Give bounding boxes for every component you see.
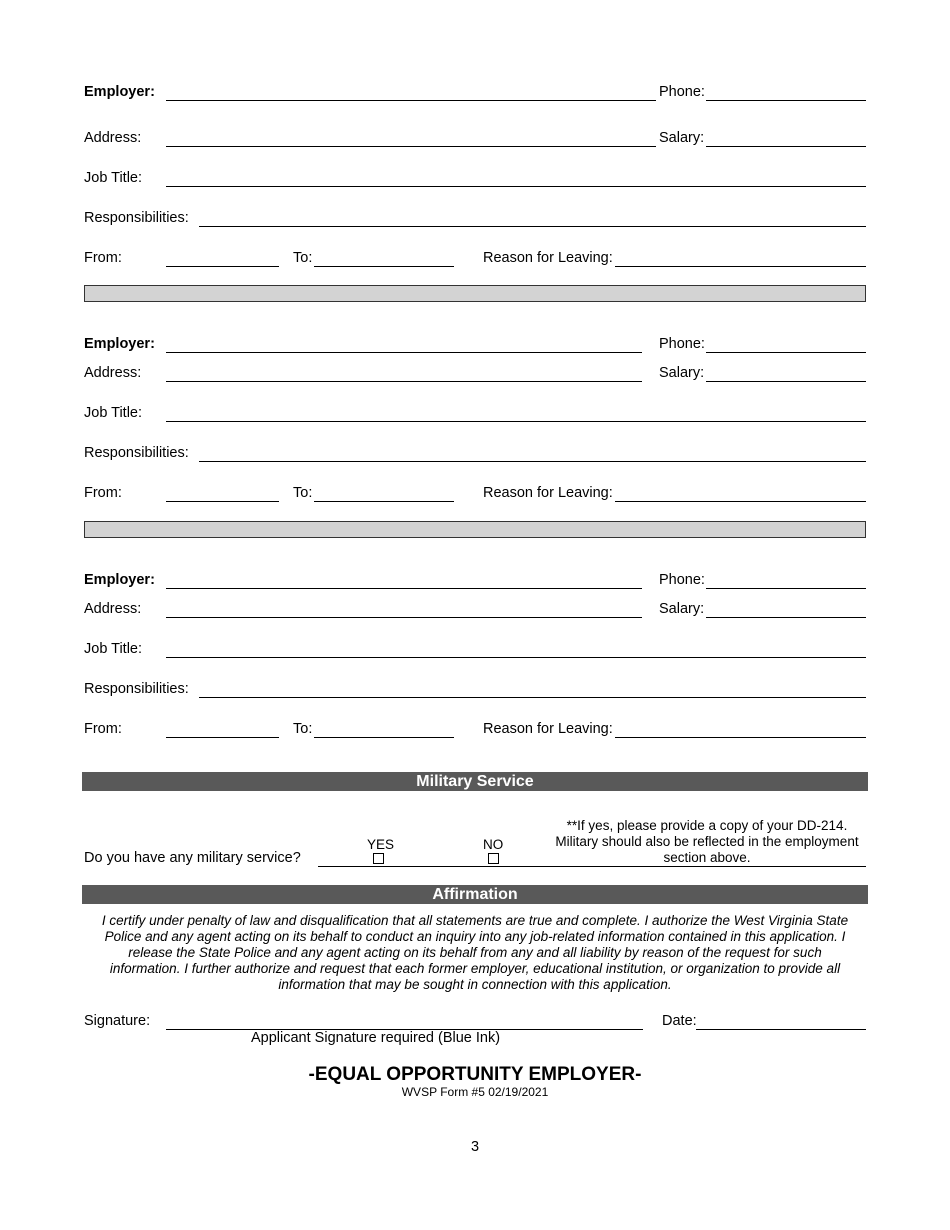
form-id: WVSP Form #5 02/19/2021: [401, 1085, 549, 1099]
reason-field[interactable]: [615, 266, 866, 267]
affirmation-line-5: information that may be sought in connection with this application.: [278, 977, 672, 992]
responsibilities-label: Responsibilities:: [84, 681, 189, 697]
phone-label: Phone:: [659, 336, 705, 352]
job-title-field[interactable]: [166, 421, 866, 422]
reason-field[interactable]: [615, 501, 866, 502]
salary-field[interactable]: [706, 617, 866, 618]
salary-label: Salary:: [659, 601, 705, 617]
phone-field[interactable]: [706, 588, 866, 589]
job-title-field[interactable]: [166, 186, 866, 187]
signature-caption: Applicant Signature required (Blue Ink): [251, 1030, 501, 1046]
salary-label: Salary:: [659, 365, 705, 381]
address-field[interactable]: [166, 381, 642, 382]
reason-label: Reason for Leaving:: [483, 721, 613, 737]
to-field[interactable]: [314, 501, 454, 502]
employer-label: Employer:: [84, 84, 155, 100]
military-note-line-2: Military should also be reflected in the employment: [555, 834, 859, 849]
military-question: Do you have any military service?: [84, 850, 301, 866]
section-divider: [84, 285, 866, 302]
responsibilities-field[interactable]: [199, 697, 866, 698]
job-title-field[interactable]: [166, 657, 866, 658]
from-label: From:: [84, 721, 122, 737]
phone-field[interactable]: [706, 100, 866, 101]
reason-field[interactable]: [615, 737, 866, 738]
to-field[interactable]: [314, 737, 454, 738]
address-field[interactable]: [166, 617, 642, 618]
section-divider: [84, 521, 866, 538]
date-label: Date:: [662, 1013, 697, 1029]
salary-label: Salary:: [659, 130, 705, 146]
phone-label: Phone:: [659, 84, 705, 100]
responsibilities-label: Responsibilities:: [84, 445, 189, 461]
responsibilities-field[interactable]: [199, 226, 866, 227]
job-title-label: Job Title:: [84, 405, 143, 421]
to-label: To:: [293, 250, 313, 266]
phone-field[interactable]: [706, 352, 866, 353]
address-label: Address:: [84, 130, 142, 146]
from-field[interactable]: [166, 501, 279, 502]
employer-label: Employer:: [84, 572, 155, 588]
from-label: From:: [84, 485, 122, 501]
salary-field[interactable]: [706, 146, 866, 147]
equal-opportunity-employer: -EQUAL OPPORTUNITY EMPLOYER-: [308, 1064, 642, 1085]
affirmation-line-4: information. I further authorize and request that each former employer, educational institution, or organization to provide all: [109, 961, 841, 976]
affirmation-line-3: release the State Police and any agent acting on its behalf from any and all liability by reason of the request for such: [128, 945, 822, 960]
to-label: To:: [293, 485, 313, 501]
employer-field[interactable]: [166, 100, 656, 101]
address-label: Address:: [84, 601, 142, 617]
military-service-header: Military Service: [82, 772, 868, 791]
military-note-line-3: section above.: [663, 850, 751, 865]
military-note-line-1: **If yes, please provide a copy of your DD-214.: [566, 818, 848, 833]
date-field[interactable]: [696, 1029, 866, 1030]
no-label: NO: [483, 837, 504, 852]
affirmation-header: Affirmation: [82, 885, 868, 904]
yes-label: YES: [367, 837, 395, 852]
yes-checkbox[interactable]: [373, 853, 384, 864]
to-label: To:: [293, 721, 313, 737]
employer-label: Employer:: [84, 336, 155, 352]
job-title-label: Job Title:: [84, 641, 143, 657]
from-field[interactable]: [166, 737, 279, 738]
address-field[interactable]: [166, 146, 656, 147]
no-checkbox[interactable]: [488, 853, 499, 864]
page-number: 3: [470, 1139, 480, 1155]
address-label: Address:: [84, 365, 142, 381]
from-field[interactable]: [166, 266, 279, 267]
responsibilities-field[interactable]: [199, 461, 866, 462]
to-field[interactable]: [314, 266, 454, 267]
affirmation-line-1: I certify under penalty of law and disqualification that all statements are true and complete. I authorize the West Virginia State: [101, 913, 849, 928]
salary-field[interactable]: [706, 381, 866, 382]
responsibilities-label: Responsibilities:: [84, 210, 189, 226]
phone-label: Phone:: [659, 572, 705, 588]
military-answer-line: [318, 866, 866, 867]
employer-field[interactable]: [166, 588, 642, 589]
signature-label: Signature:: [84, 1013, 151, 1029]
employer-field[interactable]: [166, 352, 642, 353]
from-label: From:: [84, 250, 122, 266]
reason-label: Reason for Leaving:: [483, 250, 613, 266]
job-title-label: Job Title:: [84, 170, 143, 186]
reason-label: Reason for Leaving:: [483, 485, 613, 501]
affirmation-line-2: Police and any agent acting on its behalf to conduct an inquiry into any job-related information contained in this application. I: [104, 929, 846, 944]
